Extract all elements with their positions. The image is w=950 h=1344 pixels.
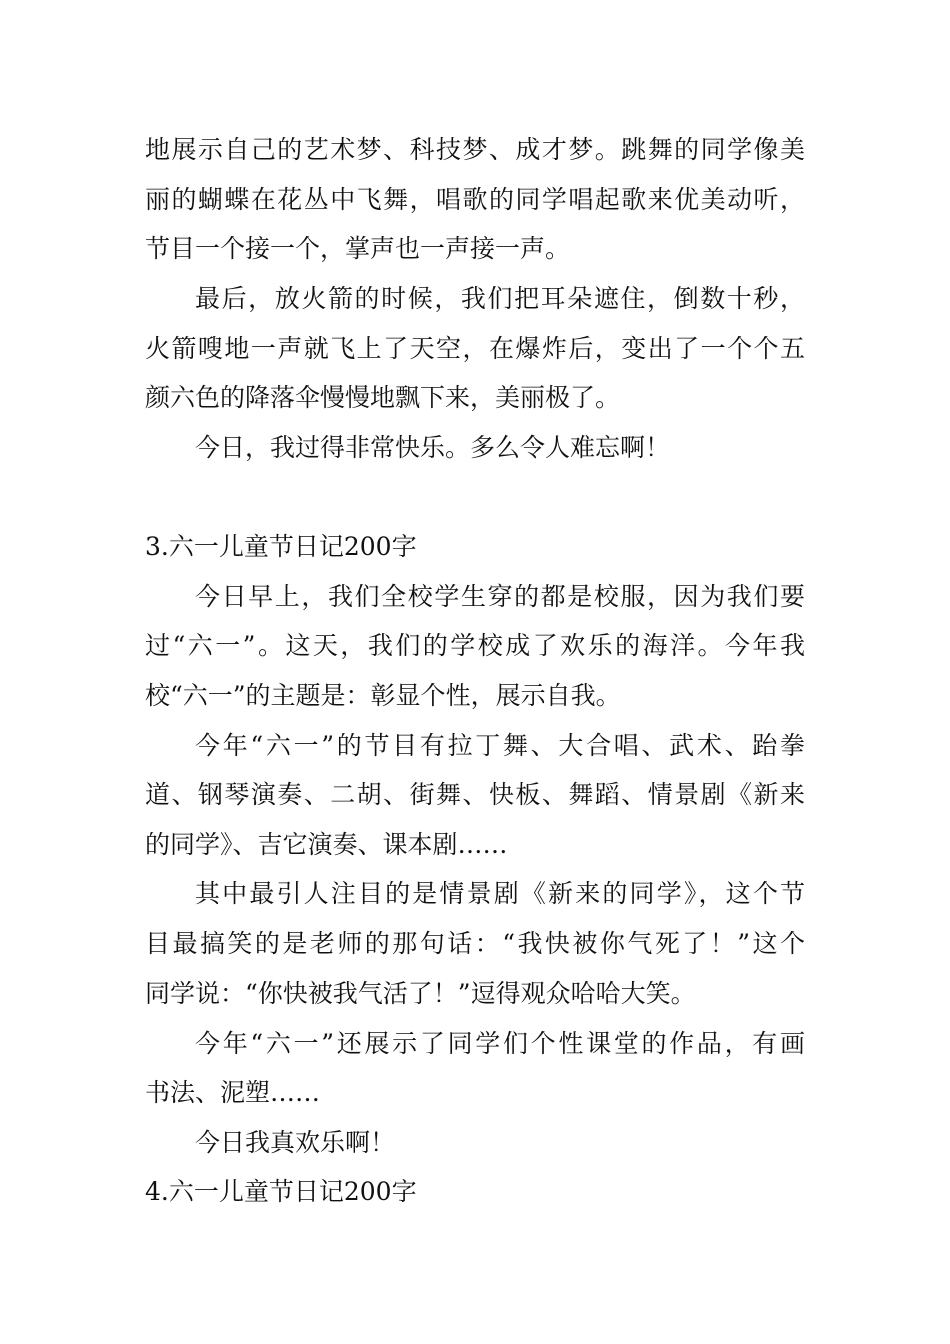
text-line: 地展示自己的艺术梦、科技梦、成才梦。跳舞的同学像美 bbox=[145, 135, 805, 164]
section-heading: 3.六一儿童节日记200字 bbox=[145, 532, 417, 561]
text-line: 书法、泥塑…… bbox=[145, 1078, 321, 1107]
text-line: 今年“六一”的节目有拉丁舞、大合唱、武术、跆拳 bbox=[195, 731, 805, 760]
text-line: 今日，我过得非常快乐。多么令人难忘啊！ bbox=[195, 433, 671, 462]
text-line: 其中最引人注目的是情景剧《新来的同学》，这个节 bbox=[195, 879, 805, 908]
text-line: 过“六一”。这天，我们的学校成了欢乐的海洋。今年我 bbox=[145, 631, 805, 660]
text-line: 今日我真欢乐啊！ bbox=[195, 1128, 396, 1157]
text-line: 火箭嗖地一声就飞上了天空，在爆炸后，变出了一个个五 bbox=[145, 334, 805, 363]
text-line: 今日早上，我们全校学生穿的都是校服，因为我们要 bbox=[195, 582, 805, 611]
text-line: 节目一个接一个，掌声也一声接一声。 bbox=[145, 234, 571, 263]
text-line: 最后，放火箭的时候，我们把耳朵遮住，倒数十秒， bbox=[195, 284, 805, 313]
text-line: 今年“六一”还展示了同学们个性课堂的作品，有画 bbox=[195, 1029, 805, 1058]
text-line: 颜六色的降落伞慢慢地飘下来，美丽极了。 bbox=[145, 383, 621, 412]
text-line: 同学说：“你快被我气活了！”逗得观众哈哈大笑。 bbox=[145, 979, 696, 1008]
text-line: 丽的蝴蝶在花丛中飞舞，唱歌的同学唱起歌来优美动听， bbox=[145, 185, 805, 214]
text-line: 道、钢琴演奏、二胡、街舞、快板、舞蹈、情景剧《新来 bbox=[145, 780, 805, 809]
text-line: 校“六一”的主题是：彰显个性，展示自我。 bbox=[145, 681, 621, 710]
text-line: 的同学》、吉它演奏、课本剧…… bbox=[145, 830, 508, 859]
section-heading: 4.六一儿童节日记200字 bbox=[145, 1177, 417, 1206]
text-line: 目最搞笑的是老师的那句话：“我快被你气死了！”这个 bbox=[145, 929, 805, 958]
